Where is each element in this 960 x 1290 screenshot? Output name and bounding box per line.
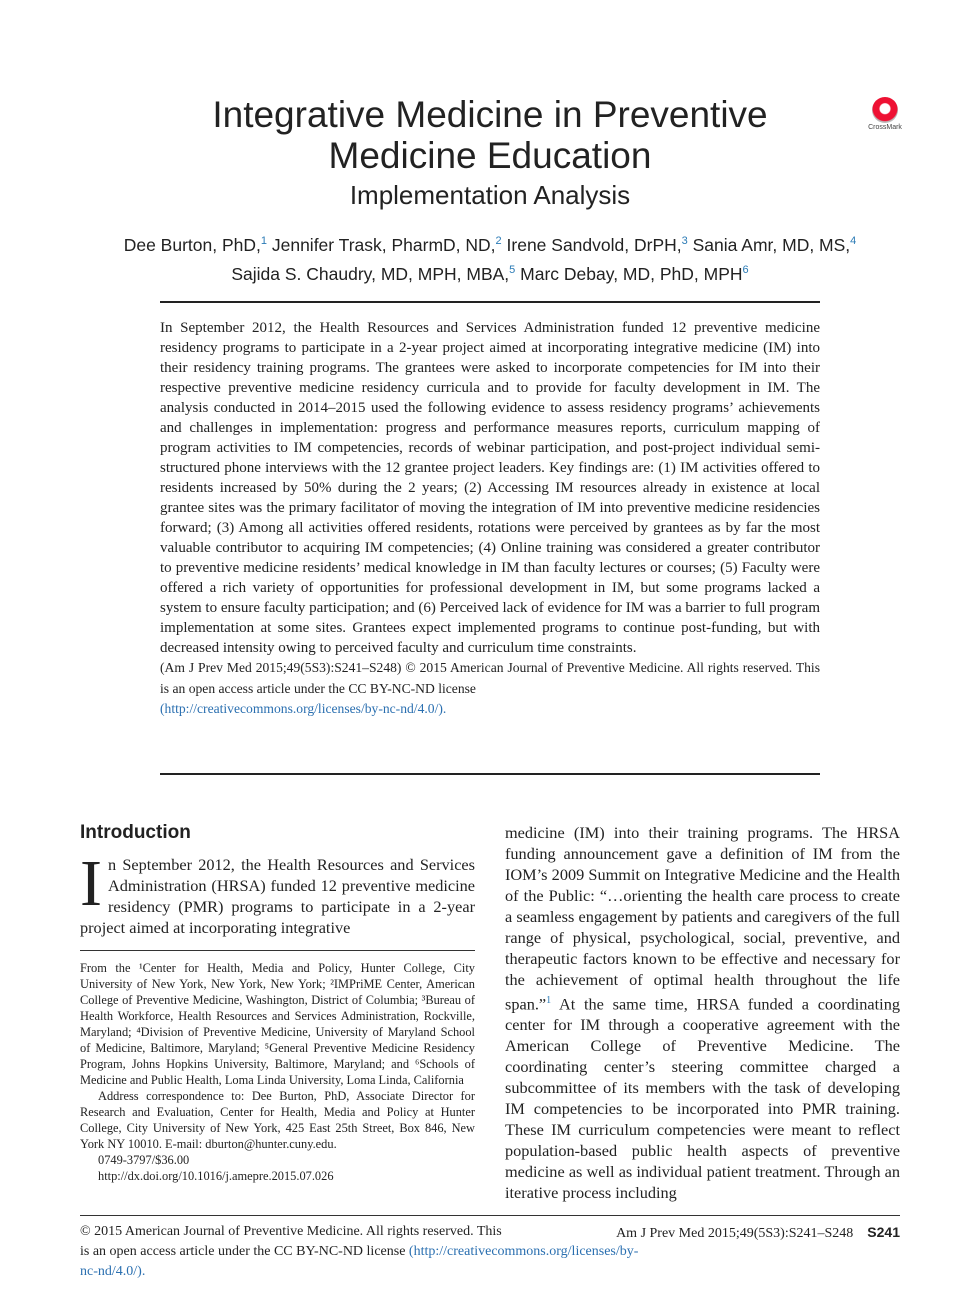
abstract-citation <box>160 658 820 720</box>
author-name: Marc Debay, MD, PhD, MPH <box>520 263 743 284</box>
author-affiliation-ref[interactable]: 1 <box>260 235 267 247</box>
author-name: Sajida S. Chaudry, MD, MPH, MBA, <box>231 263 510 284</box>
doi-link[interactable]: http://dx.doi.org/10.1016/j.amepre.2015.07.026 <box>98 1169 334 1183</box>
page-footer-journal <box>616 1222 900 1244</box>
reference-link[interactable]: 1 <box>546 995 552 1006</box>
footer-license-link[interactable]: (http://creativecommons.org/licenses/by-nc-nd/4.0/). <box>80 1244 639 1279</box>
copyright-line-1: © 2015 American Journal of Preventive Medicine. All rights reserved. This <box>80 1224 502 1239</box>
footnote-rule <box>80 950 475 951</box>
author-name: Dee Burton, PhD, <box>123 234 261 255</box>
crossmark-badge[interactable] <box>866 97 904 131</box>
abstract-top-rule <box>160 301 820 303</box>
introduction-right-text-a: medicine (IM) into their training programs. The HRSA funding announcement gave a definition of IM from the IOM’s 2009 Summit on Integrative Medicine and the Health of the Public: “…orienting the health care process to create a seamless engagement by patients and caregivers of the full range of physical, psychological, social, preventive, and therapeutic factors known to be effective and necessary for the achievement of optimal health throughout the life span.” <box>505 823 900 1014</box>
author-affiliation-ref[interactable]: 4 <box>850 235 857 247</box>
citation-text: (Am J Prev Med 2015;49(5S3):S241–S248) © 2015 American Journal of Preventive Medicine. All rights reserved. This is an open access article under the CC BY-NC-ND license <box>160 660 820 696</box>
drop-cap: I <box>80 847 102 920</box>
page-number: S241 <box>867 1224 900 1240</box>
copyright-line-2: is an open access article under the CC BY-NC-ND license <box>80 1244 406 1259</box>
title-line-2: Medicine Education <box>328 135 652 176</box>
crossmark-icon <box>872 97 898 123</box>
author-affiliation-ref[interactable]: 3 <box>681 235 688 247</box>
article-subtitle: Implementation Analysis <box>349 180 631 210</box>
author-affiliation-ref[interactable]: 6 <box>742 263 749 276</box>
section-heading-introduction: Introduction <box>80 822 191 843</box>
affiliations-footnote: From the ¹Center for Health, Media and Policy, Hunter College, City University of New York, New York, New York; ²IMPriME Center, American College of Preventive Medicine, Washington, District of Columbia; ³Bureau of Health Workforce, Health Resources and Services Administration, Rockville, Maryland; ⁴Division of Preventive Medicine, University of Maryland School of Medicine, Baltimore, Maryland; ⁵General Preventive Medicine Residency Program, Johns Hopkins University, Baltimore, Maryland; and ⁶Schools of Medicine and Public Health, Loma Linda University, Loma Linda, California <box>80 961 475 1087</box>
article-title <box>100 94 880 176</box>
abstract <box>160 318 820 720</box>
author-name: Jennifer Trask, PharmD, ND, <box>271 234 496 255</box>
author-name: Irene Sandvold, DrPH, <box>506 234 682 255</box>
crossmark-label: CrossMark <box>868 124 902 131</box>
abstract-text: In September 2012, the Health Resources and Services Administration funded 12 preventive medicine residency programs to participate in a 2-year project aimed at incorporating integrative medicine (IM) into their residency training programs. The grantees were asked to incorporate competencies for IM into their respective preventive medicine residency curricula and to provide for faculty development in IM. The analysis conducted in 2014–2015 used the following evidence to assess residency programs’ achievements and challenges in implementation: progress and performance measures reports, curriculum mapping of program activities to IM competencies, records of webinar participation, and post-project individual semi-structured phone interviews with the 12 grantee project leaders. Key findings are: (1) IM activities offered to residents increased by 50% during the 2 years; (2) Accessing IM resources already in existence at local grantee sites was the primary facilitator of moving the integration of IM into preventive medicine residencies forward; (3) Among all activities offered residents, rotations were perceived by grantees as by far the most valuable contributor to acquiring IM competencies; (4) Online training was considered a greater contributor to preventive medicine residents’ medical knowledge in IM than faculty lectures or courses; (5) Faculty were offered a rich variety of opportunities for professional development in IM, but some programs lacked a system to ensure faculty participation; and (6) Perceived lack of evidence for IM was a barrier to full program implementation at some sites. Grantees expect implemented programs to continue post-funding, but with decreased intensity owing to perceived faculty and curriculum time constraints. <box>160 320 820 656</box>
title-line-1: Integrative Medicine in Preventive <box>212 94 768 135</box>
introduction-right-column <box>505 822 900 1203</box>
page-footer-copyright <box>80 1222 640 1282</box>
introduction-left-text: n September 2012, the Health Resources and Services Administration (HRSA) funded 12 preventive medicine residency (PMR) programs to participate in a 2-year project aimed at incorporating integrative <box>80 855 475 937</box>
correspondence-footnote: Address correspondence to: Dee Burton, PhD, Associate Director for Research and Evaluation, Center for Health, Media and Policy at Hunter College, City University of New York, 425 East 25th Street, Box 846, New York NY 10010. E-mail: dburton@hunter.cuny.edu. <box>80 1089 475 1151</box>
license-link[interactable]: (http://creativecommons.org/licenses/by-nc-nd/4.0/). <box>160 701 447 716</box>
author-name: Sania Amr, MD, MS, <box>692 234 851 255</box>
introduction-left-column <box>80 847 475 938</box>
author-list <box>60 229 920 287</box>
author-affiliation-ref[interactable]: 2 <box>495 235 502 247</box>
abstract-bottom-rule <box>160 773 820 775</box>
journal-reference: Am J Prev Med 2015;49(5S3):S241–S248 <box>616 1226 854 1241</box>
page-footer-rule <box>80 1215 900 1216</box>
issn-price: 0749-3797/$36.00 <box>98 1153 190 1167</box>
author-affiliation-ref[interactable]: 5 <box>509 263 516 276</box>
introduction-right-text-b: At the same time, HRSA funded a coordinating center for IM through a cooperative agreement with the American College of Preventive Medicine. The coordinating center’s steering committee charged a subcommittee of its members with the task of developing IM competencies to be incorporated into PMR training. These IM curriculum competencies were meant to reflect population-based public health aspects of preventive medicine as well as individual patient treatment. Through an iterative process including <box>505 994 900 1203</box>
footnotes <box>80 960 475 1184</box>
